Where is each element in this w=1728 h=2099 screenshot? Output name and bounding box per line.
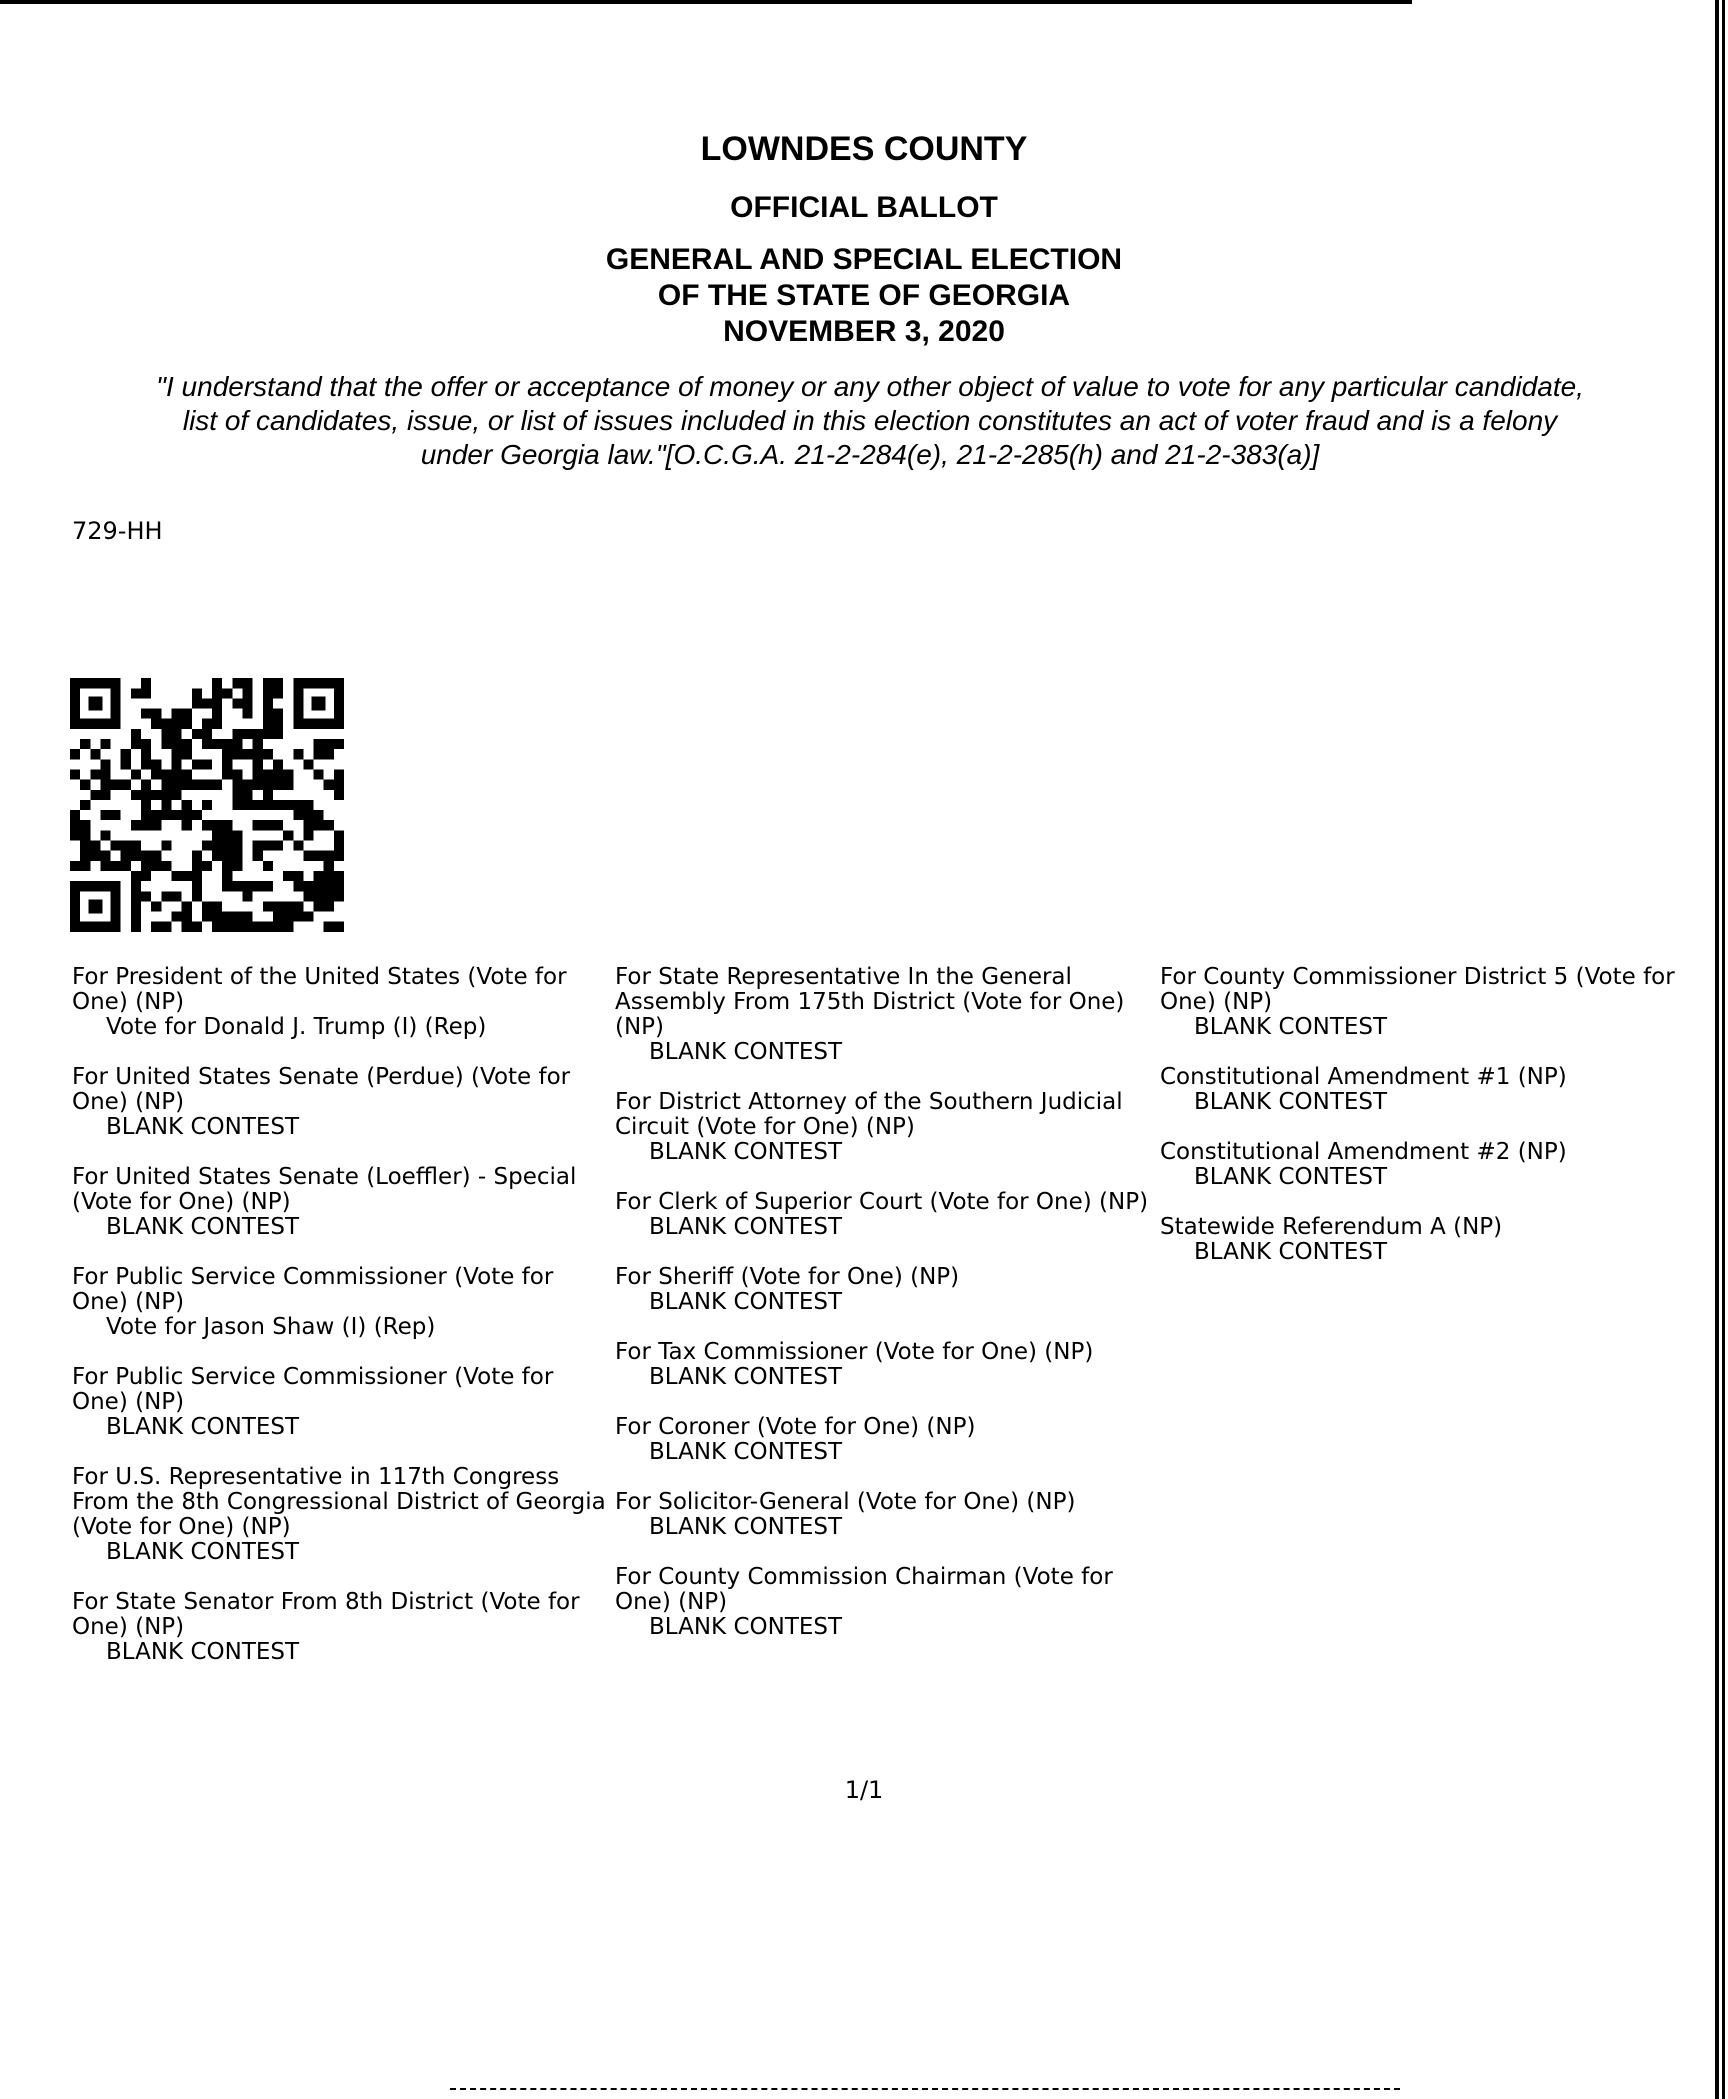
contest-title: For State Senator From 8th District (Vote for One) (NP) [72,1589,580,1640]
contest-selection: BLANK CONTEST [649,1364,843,1390]
contest-title: For Clerk of Superior Court (Vote for One) (NP) [615,1189,1149,1215]
contest-entry [72,1265,612,1340]
contest-title: For United States Senate (Perdue) (Vote for One) (NP) [72,1064,571,1115]
contest-entry [72,965,612,1040]
contest-selection: BLANK CONTEST [1194,1014,1388,1040]
contest-selection: BLANK CONTEST [106,1539,300,1565]
contest-title: For Public Service Commissioner (Vote for One) (NP) [72,1364,554,1415]
contest-entry [615,1190,1155,1240]
contest-column-middle [615,965,1155,1665]
contest-entry [615,1340,1155,1390]
contest-selection: BLANK CONTEST [649,1439,843,1465]
contest-selection: BLANK CONTEST [106,1214,300,1240]
contest-entry [615,1490,1155,1540]
contest-title: For County Commission Chairman (Vote for One) (NP) [615,1564,1113,1615]
ballot-title: OFFICIAL BALLOT [730,191,998,224]
contest-title: For Public Service Commissioner (Vote for One) (NP) [72,1264,554,1315]
contest-entry [1160,1140,1700,1190]
contest-entry [72,1165,612,1240]
contest-selection: BLANK CONTEST [649,1514,843,1540]
contest-entry [615,1090,1155,1165]
contest-title: For United States Senate (Loeffler) - Special (Vote for One) (NP) [72,1164,577,1215]
contest-selection: BLANK CONTEST [106,1414,300,1440]
contest-entry [72,1065,612,1140]
contest-entry [1160,1215,1700,1265]
oath-line-1: "I understand that the offer or acceptance of money or any other object of value to vote for any particular candidate, [156,371,1584,402]
county-title: LOWNDES COUNTY [700,130,1028,168]
contest-column-left [72,965,612,1690]
contest-title: For Sheriff (Vote for One) (NP) [615,1264,960,1290]
ballot-style-code: 729-HH [72,517,163,545]
contest-title: For Coroner (Vote for One) (NP) [615,1414,976,1440]
contest-entry [1160,965,1700,1040]
qr-finder-top-right [293,678,344,729]
oath-line-3: under Georgia law."[O.C.G.A. 21-2-284(e), 21-2-285(h) and 21-2-383(a)] [420,439,1320,470]
contest-selection: BLANK CONTEST [1194,1239,1388,1265]
bottom-border-rule [450,2088,1400,2092]
voter-fraud-oath [60,370,1680,472]
election-date: NOVEMBER 3, 2020 [723,315,1005,348]
contest-selection: BLANK CONTEST [106,1639,300,1665]
contest-title: Constitutional Amendment #1 (NP) [1160,1064,1567,1090]
contest-entry [615,1415,1155,1465]
contest-selection: BLANK CONTEST [649,1614,843,1640]
top-border-rule [0,0,1412,4]
oath-line-2: list of candidates, issue, or list of issues included in this election constitutes an act of voter fraud and is a felony [182,405,1558,436]
contest-selection: BLANK CONTEST [649,1139,843,1165]
contest-entry [615,1265,1155,1315]
contest-selection: BLANK CONTEST [649,1039,843,1065]
contest-entry [615,1565,1155,1640]
contest-entry [1160,1065,1700,1115]
contest-entry [72,1590,612,1665]
qr-finder-bottom-left [70,881,121,932]
contest-entry [72,1465,612,1565]
contest-selection: BLANK CONTEST [106,1114,300,1140]
contest-title: For State Representative In the General Assembly From 175th District (Vote for One) (NP) [615,964,1125,1040]
contest-selection: BLANK CONTEST [1194,1089,1388,1115]
contest-selection: Vote for Donald J. Trump (I) (Rep) [106,1014,487,1040]
election-title [0,242,1728,350]
contest-title: Constitutional Amendment #2 (NP) [1160,1139,1567,1165]
contest-selection: Vote for Jason Shaw (I) (Rep) [106,1314,436,1340]
contest-title: For County Commissioner District 5 (Vote for One) (NP) [1160,964,1675,1015]
contest-title: For Tax Commissioner (Vote for One) (NP) [615,1339,1094,1365]
qr-finder-top-left [70,678,121,729]
contest-selection: BLANK CONTEST [649,1289,843,1315]
contest-entry [615,965,1155,1065]
contest-title: For District Attorney of the Southern Judicial Circuit (Vote for One) (NP) [615,1089,1123,1140]
election-title-line-2: OF THE STATE OF GEORGIA [657,279,1071,312]
contest-title: Statewide Referendum A (NP) [1160,1214,1503,1240]
page-number: 1/1 [844,1776,884,1804]
contest-selection: BLANK CONTEST [1194,1164,1388,1190]
contest-entry [72,1365,612,1440]
contest-selection: BLANK CONTEST [649,1214,843,1240]
election-title-line-1: GENERAL AND SPECIAL ELECTION [605,243,1123,276]
contest-title: For U.S. Representative in 117th Congress From the 8th Congressional District of Georgia (Vote for One) (NP) [72,1464,606,1540]
qr-code [70,677,344,933]
contest-column-right [1160,965,1700,1290]
contest-title: For President of the United States (Vote for One) (NP) [72,964,567,1015]
contest-title: For Solicitor-General (Vote for One) (NP) [615,1489,1076,1515]
